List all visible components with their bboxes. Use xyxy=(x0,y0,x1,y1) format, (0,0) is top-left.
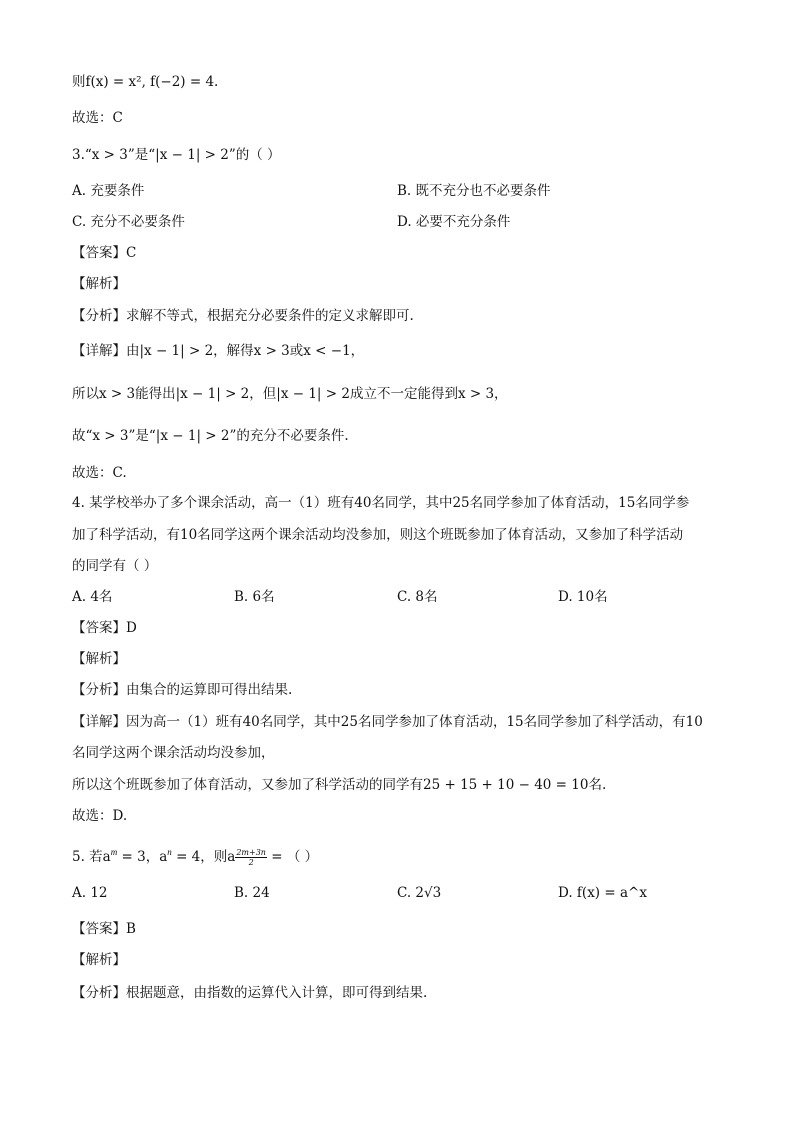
q5-option-a: A. 12 xyxy=(72,885,108,901)
q5-exp-n: n xyxy=(167,847,172,857)
q4-jiexi-heading: 【解析】 xyxy=(72,651,126,667)
q4-stem-line-2: 加了科学活动，有10名同学这两个课余活动均没参加，则这个班既参加了体育活动，又参加了科学活动 xyxy=(72,527,684,543)
q4-option-c: C. 8名 xyxy=(397,589,438,605)
q5-stem-part-d: = （ ） xyxy=(266,849,319,865)
q3-stem: 3.“x > 3”是“|x − 1| > 2”的（ ） xyxy=(72,147,281,163)
q5-exponent-fraction xyxy=(235,848,267,867)
q4-option-b: B. 6名 xyxy=(234,589,275,605)
q5-jiexi-heading: 【解析】 xyxy=(72,952,126,968)
q3-detail-1: 【详解】由|x − 1| > 2，解得x > 3或x < −1， xyxy=(72,343,365,359)
q3-detail-2: 所以x > 3能得出|x − 1| > 2，但|x − 1| > 2成立不一定能得到x > 3， xyxy=(72,386,508,402)
q5-answer: 【答案】B xyxy=(72,921,136,937)
q5-stem-part-b: = 3，a xyxy=(117,849,168,865)
q5-stem xyxy=(72,842,318,867)
q4-stem-line-1: 4. 某学校举办了多个课余活动，高一（1）班有40名同学，其中25名同学参加了体育活动，15名同学参 xyxy=(72,495,690,511)
q5-exp-m: m xyxy=(110,847,118,857)
q4-answer: 【答案】D xyxy=(72,620,137,636)
q4-detail-1: 【详解】因为高一（1）班有40名同学，其中25名同学参加了体育活动，15名同学参加了科学活动，有10 xyxy=(72,714,703,730)
q4-option-d: D. 10名 xyxy=(558,589,608,605)
q5-stem-part-a: 5. 若a xyxy=(72,849,111,865)
q4-option-a: A. 4名 xyxy=(72,589,113,605)
q5-option-d: D. f(x) = a^x xyxy=(558,885,647,901)
q3-option-d: D. 必要不充分条件 xyxy=(397,214,511,230)
q4-stem-line-3: 的同学有（ ） xyxy=(72,558,158,574)
q3-option-a: A. 充要条件 xyxy=(72,183,145,199)
prev-solution-line: 则f(x) = x², f(−2) = 4. xyxy=(72,74,219,90)
q3-option-b: B. 既不充分也不必要条件 xyxy=(397,183,551,199)
q5-option-b: B. 24 xyxy=(234,885,270,901)
q5-option-c: C. 2√3 xyxy=(397,885,442,901)
q5-frac-numerator: 2m+3n xyxy=(236,848,266,857)
q3-jiexi-heading: 【解析】 xyxy=(72,276,126,292)
q3-final-choice: 故选：C. xyxy=(72,465,127,481)
q5-analysis: 【分析】根据题意，由指数的运算代入计算，即可得到结果. xyxy=(72,985,428,1001)
q4-final-choice: 故选：D. xyxy=(72,808,128,824)
q3-detail-3: 故“x > 3”是“|x − 1| > 2”的充分不必要条件. xyxy=(72,428,349,444)
prev-choice-line: 故选：C xyxy=(72,110,123,126)
q5-stem-part-c: = 4，则a xyxy=(171,849,236,865)
q5-frac-denominator: 2 xyxy=(248,858,254,867)
q4-detail-2: 名同学这两个课余活动均没参加， xyxy=(72,745,275,761)
q3-analysis: 【分析】求解不等式，根据充分必要条件的定义求解即可. xyxy=(72,308,414,324)
q3-option-c: C. 充分不必要条件 xyxy=(72,214,185,230)
q3-answer: 【答案】C xyxy=(72,245,137,261)
q4-analysis: 【分析】由集合的运算即可得出结果. xyxy=(72,682,293,698)
q4-detail-3: 所以这个班既参加了体育活动，又参加了科学活动的同学有25 + 15 + 10 − 40 = 10名. xyxy=(72,777,607,793)
